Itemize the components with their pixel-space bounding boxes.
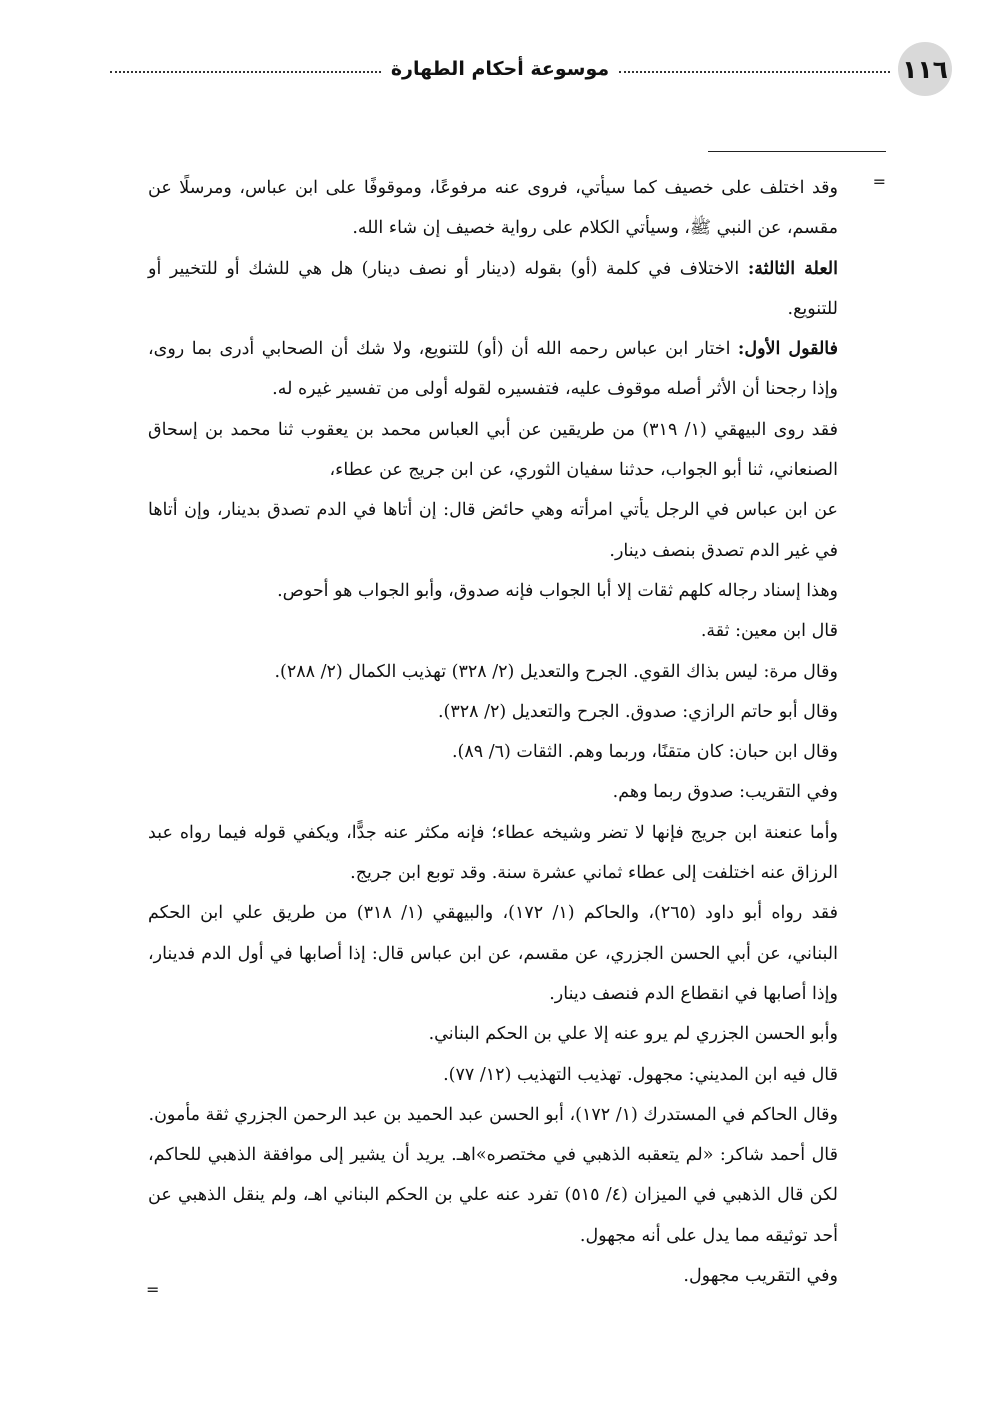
- header-dots-right: [619, 71, 890, 73]
- paragraph-label: العلة الثالثة:: [747, 258, 838, 279]
- paragraph: وفي التقريب مجهول.: [683, 1266, 838, 1287]
- paragraph: وفي التقريب: صدوق ربما وهم.: [612, 782, 838, 803]
- paragraph: وقال أبو حاتم الرازي: صدوق. الجرح والتعديل (٢/ ٣٢٨).: [437, 701, 838, 722]
- footnote-separator: [708, 151, 886, 152]
- paragraph: وأبو الحسن الجزري لم يرو عنه إلا علي بن الحكم البناني.: [428, 1024, 838, 1045]
- paragraph: فالقول الأول: اختار ابن عباس رحمه الله أن (أو) للتنويع، ولا شك أن الصحابي أدرى بما روى، وإذا رجحنا أن الأثر أصله موقوف عليه، فتفسيره لقوله أولى من تفسير غيره له.: [148, 339, 839, 400]
- paragraph: قال أحمد شاكر: «لم يتعقبه الذهبي في مختصره»اهـ. يريد أن يشير إلى موافقة الذهبي للحاكم، لكن قال الذهبي في الميزان (٤/ ٥١٥) تفرد عنه علي بن الحكم البناني اهـ، ولم ينقل الذهبي عن أحد توثيقه مما يدل على أنه مجهول.: [148, 1145, 838, 1246]
- paragraph: وقال مرة: ليس بذاك القوي. الجرح والتعديل (٢/ ٣٢٨) تهذيب الكمال (٢/ ٢٨٨).: [274, 661, 838, 682]
- paragraph: عن ابن عباس في الرجل يأتي امرأته وهي حائض قال: إن أتاها في الدم تصدق بدينار، وإن أتاها في غير الدم تصدق بنصف دينار.: [148, 500, 838, 561]
- footnote-body: [148, 168, 838, 1296]
- page-number-badge: ١١٦: [898, 42, 952, 96]
- paragraph: فقد روى البيهقي (١/ ٣١٩) من طريقين عن أبي العباس محمد بن يعقوب ثنا محمد بن إسحاق الصنعاني، ثنا أبو الجواب، حدثنا سفيان الثوري، عن ابن جريج عن عطاء،: [148, 419, 839, 481]
- paragraph: وقال الحاكم في المستدرك (١/ ١٧٢)، أبو الحسن عبد الحميد بن عبد الرحمن الجزري ثقة مأمون.: [148, 1104, 838, 1125]
- page-header: [110, 40, 948, 98]
- paragraph: قال ابن معين: ثقة.: [700, 621, 838, 642]
- paragraph: وهذا إسناد رجاله كلهم ثقات إلا أبا الجواب فإنه صدوق، وأبو الجواب هو أحوص.: [277, 580, 838, 601]
- paragraph: قال فيه ابن المديني: مجهول. تهذيب التهذيب (١٢/ ٧٧).: [443, 1064, 838, 1085]
- paragraph: وأما عنعنة ابن جريج فإنها لا تضر وشيخه عطاء؛ فإنه مكثر عنه جدًّا، ويكفي قوله فيما رواه عبد الرزاق عنه اختلفت إلى عطاء ثماني عشرة سنة. وقد توبع ابن جريج.: [148, 822, 838, 884]
- paragraph: وقال ابن حبان: كان متقنًا، وربما وهم. الثقات (٦/ ٨٩).: [451, 742, 838, 763]
- continuation-mark-bottom: =: [146, 1280, 160, 1299]
- continuation-mark-top: =: [872, 172, 886, 191]
- paragraph: العلة الثالثة: الاختلاف في كلمة (أو) بقوله (دينار أو نصف دينار) هل هي للشك أو للتخيير أو للتنويع.: [148, 258, 838, 319]
- book-title: موسوعة أحكام الطهارة: [390, 58, 610, 80]
- paragraph: فقد رواه أبو داود (٢٦٥)، والحاكم (١/ ١٧٢)، والبيهقي (١/ ٣١٨) من طريق علي ابن الحكم البناني، عن أبي الحسن الجزري، عن مقسم، عن ابن عباس قال: إذا أصابها في أول الدم فدينار، وإذا أصابها في انقطاع الدم فنصف دينار.: [148, 903, 838, 1004]
- paragraph: وقد اختلف على خصيف كما سيأتي، فروى عنه مرفوعًا، وموقوفًا على ابن عباس، ومرسلًا عن مقسم، عن النبي ﷺ، وسيأتي الكلام على رواية خصيف إن شاء الله.: [148, 178, 838, 239]
- paragraph-label: فالقول الأول:: [737, 339, 839, 360]
- header-dots-left: [110, 71, 381, 73]
